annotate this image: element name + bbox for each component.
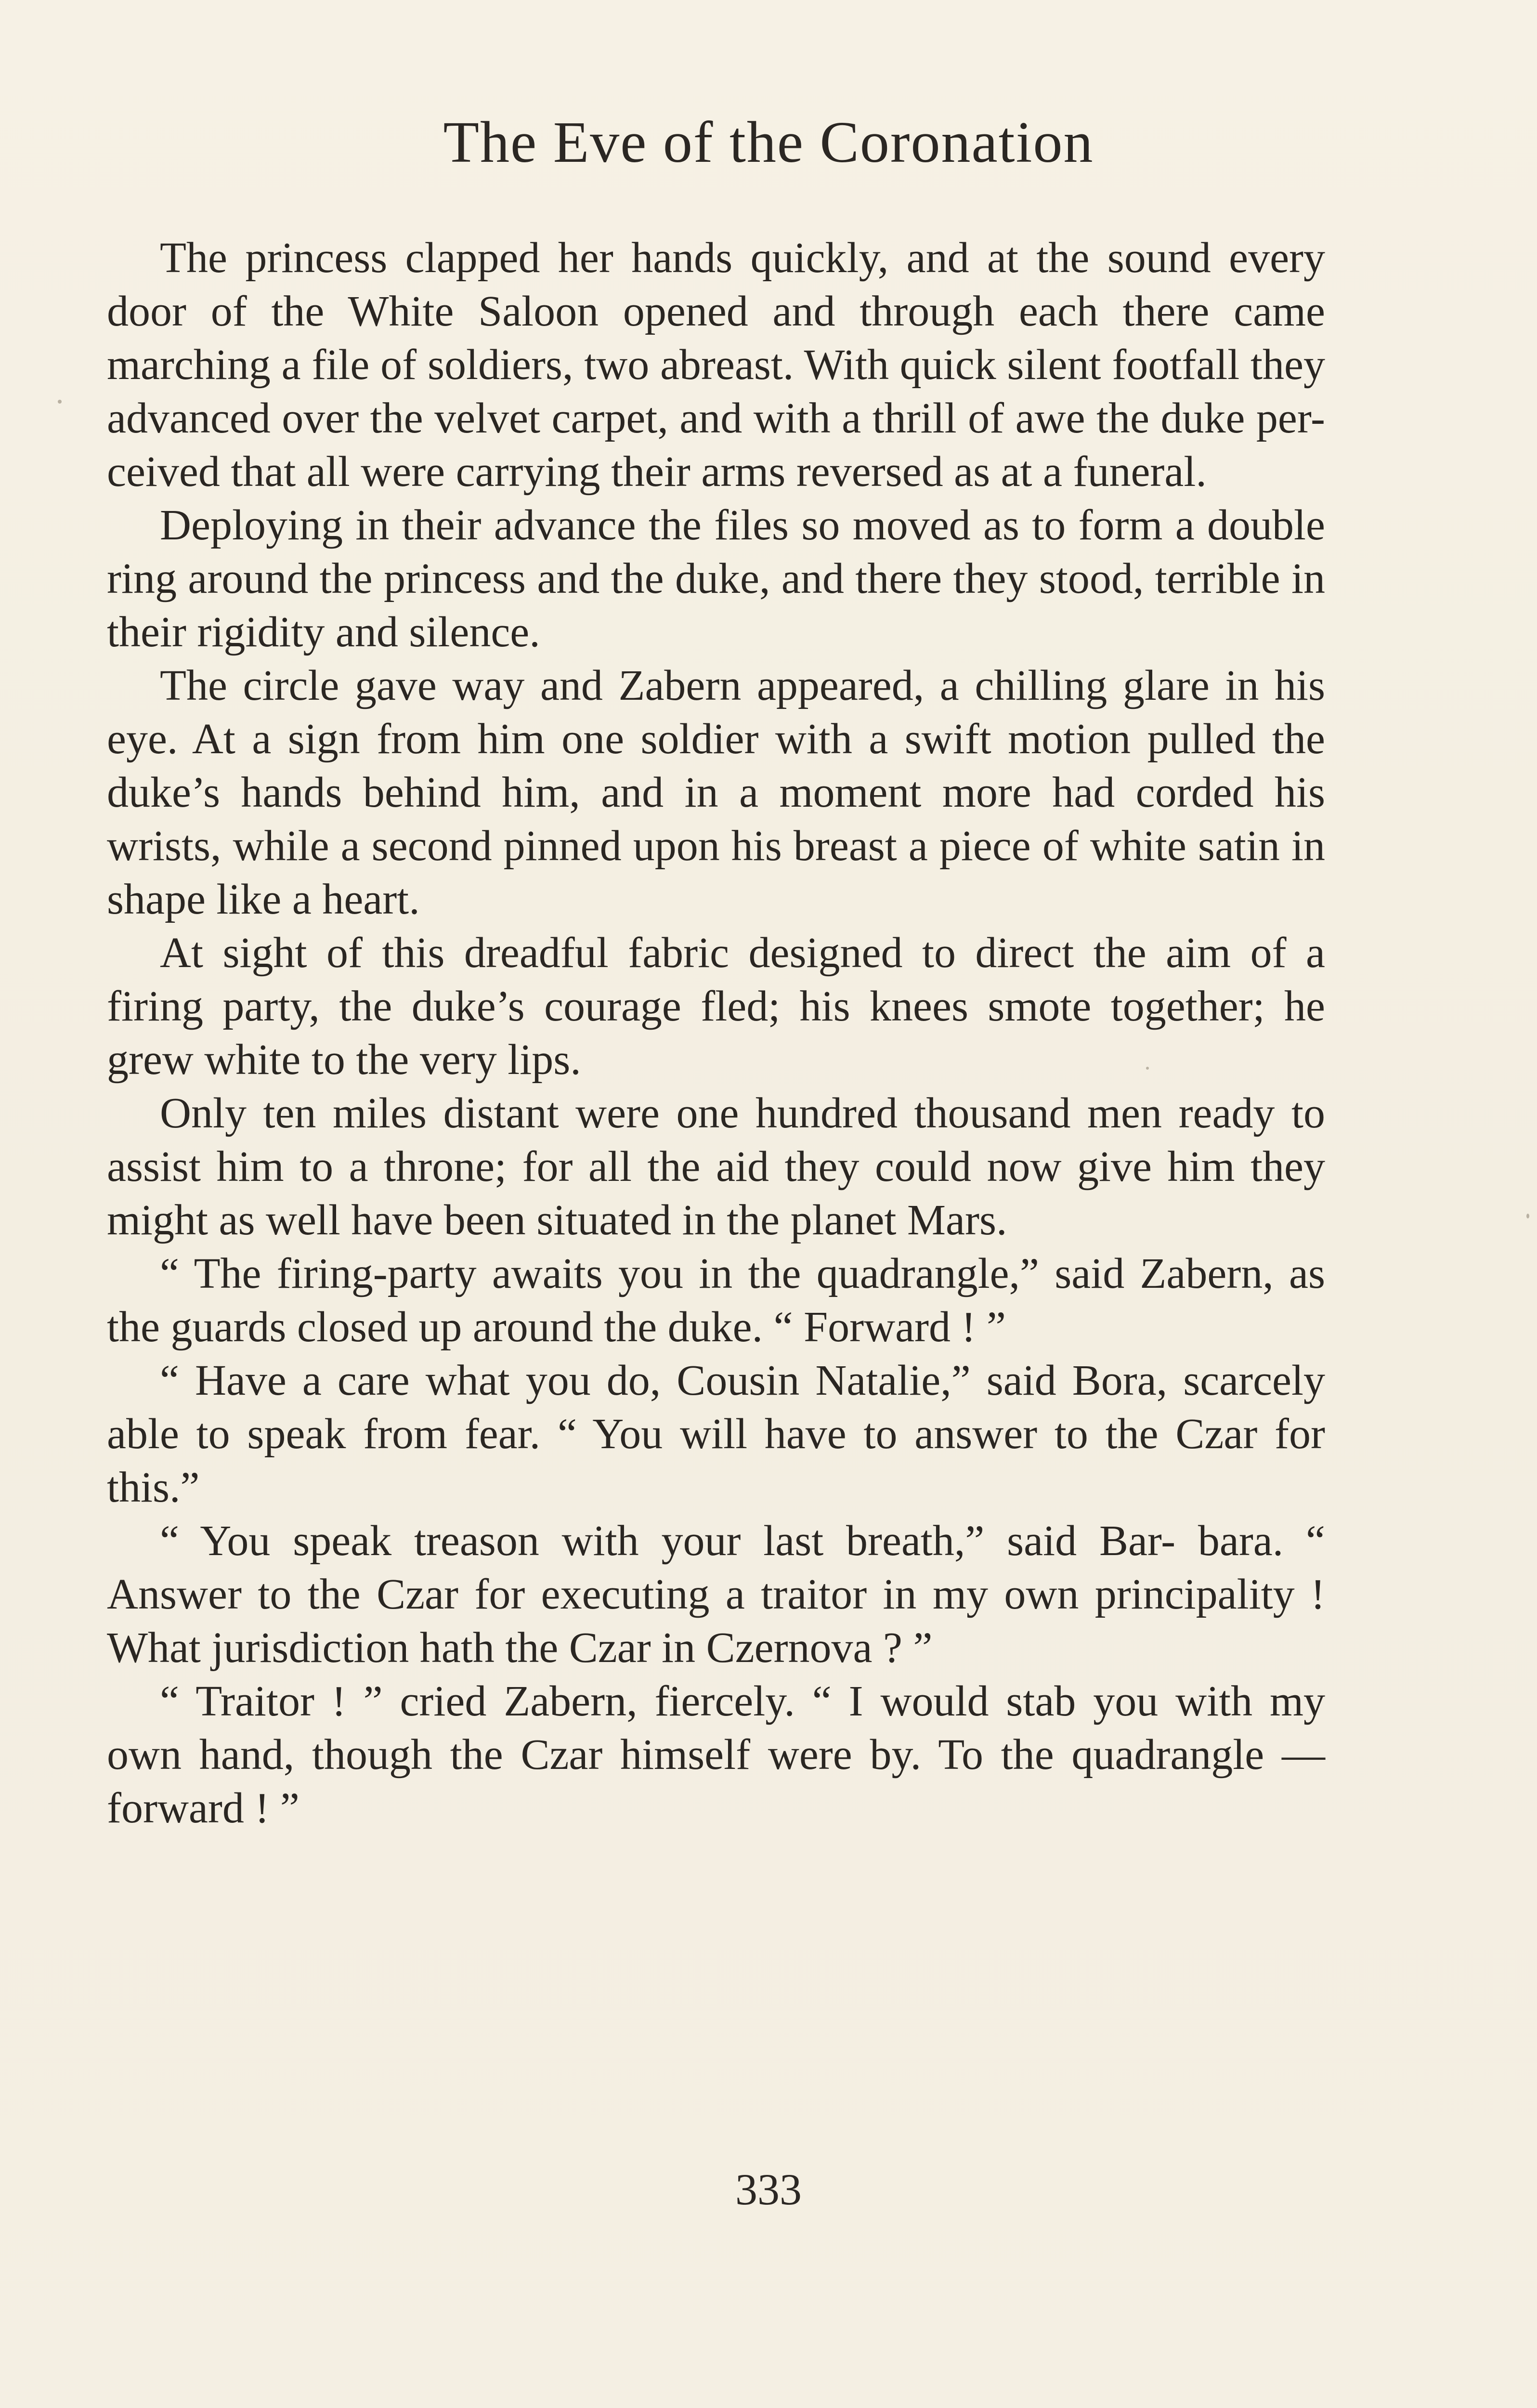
paragraph: Only ten miles distant were one hundred thousand men ready to assist him to a throne; for all the aid they could now give him they might as well have been situated in the planet Mars. (107, 1089, 1325, 1244)
paper-speck (58, 400, 62, 404)
paper-speck (1526, 1214, 1529, 1218)
paragraph: “ Traitor ! ” cried Zabern, fiercely. “ I would stab you with my own hand, though the Czar himself were by. To the quadrangle — forward ! ” (107, 1677, 1325, 1832)
paragraph: “ You speak treason with your last breath,” said Bar- bara. “ Answer to the Czar for executing a traitor in my own principality ! What jurisdiction hath the Czar in Czernova ? ” (107, 1517, 1325, 1672)
paper-speck (1146, 1067, 1149, 1070)
paragraph: The circle gave way and Zabern appeared, a chilling glare in his eye. At a sign from him one soldier with a swift motion pulled the duke’s hands behind him, and in a moment more had corded his wrists, while a second pinned upon his breast a piece of white satin in shape like a heart. (107, 662, 1325, 923)
page-number: 333 (735, 2165, 802, 2214)
paragraph: Deploying in their advance the files so moved as to form a double ring around the princess and the duke, and there they stood, terrible in their rigidity and silence. (107, 501, 1325, 656)
paragraph: “ Have a care what you do, Cousin Natalie,” said Bora, scarcely able to speak from fear. “ You will have to answer to the Czar for this.” (107, 1357, 1325, 1511)
running-head: The Eve of the Coronation (443, 110, 1094, 175)
paragraph: The princess clapped her hands quickly, and at the sound every door of the White Saloon opened and through each there came marching a file of soldiers, two abreast. With quick silent footfall they advanced over the velvet carpet, and with a thrill of awe the duke per- ceived that all were carrying their arms reversed as at a funeral. (107, 234, 1325, 496)
body-text (107, 231, 1325, 1835)
paragraph: “ The firing-party awaits you in the quadrangle,” said Zabern, as the guards closed up around the duke. “ Forward ! ” (107, 1250, 1325, 1351)
paragraph: At sight of this dreadful fabric designed to direct the aim of a firing party, the duke’s courage fled; his knees smote together; he grew white to the very lips. (107, 929, 1325, 1084)
